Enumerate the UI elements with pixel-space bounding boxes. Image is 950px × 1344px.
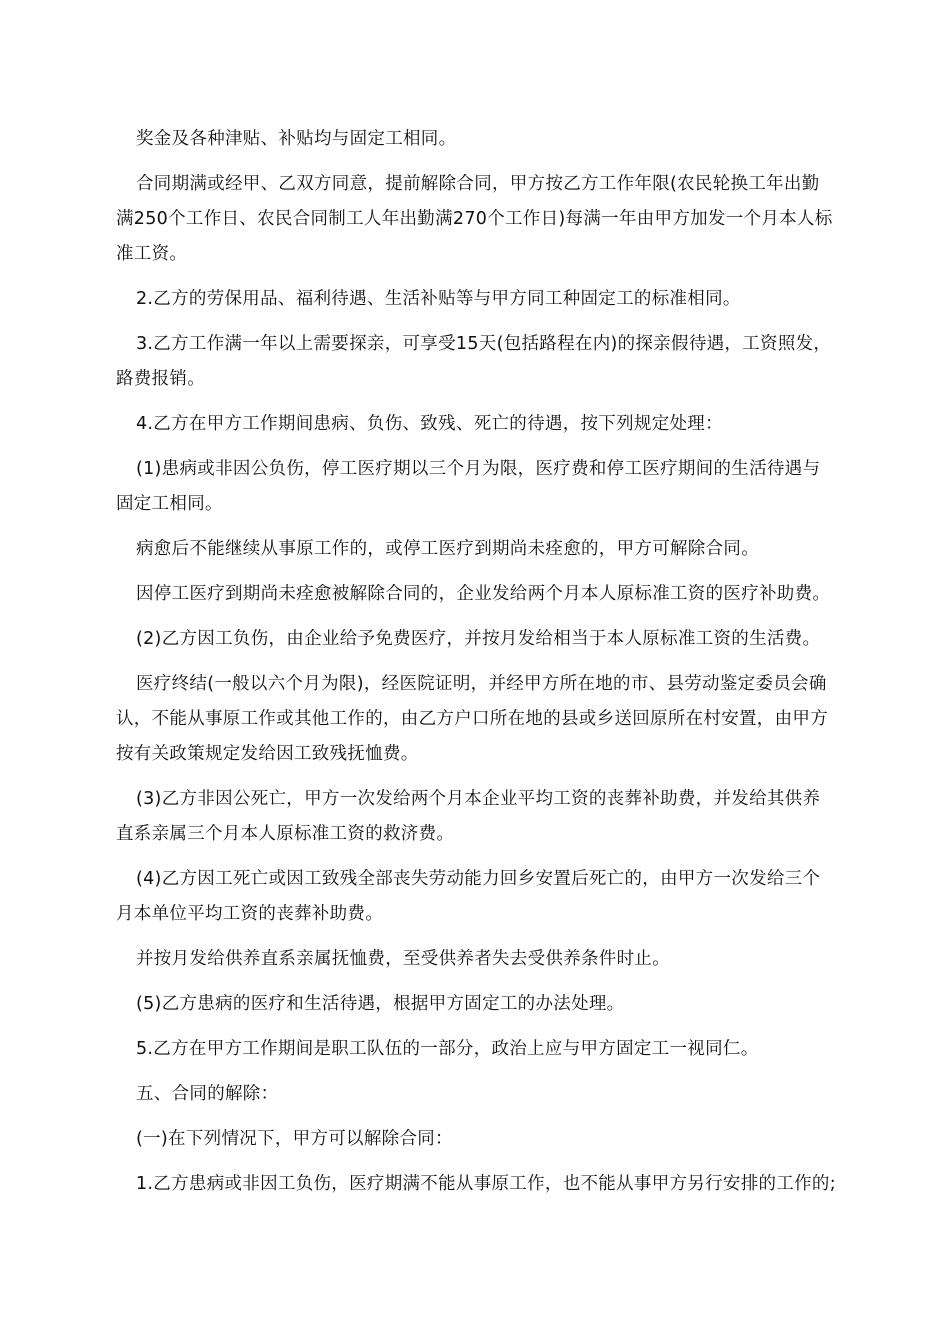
paragraph-subitem-2: (2)乙方因工负伤，由企业给予免费医疗，并按月发给相当于本人原标准工资的生活费。 [136, 629, 821, 649]
paragraph-subitem-3: (3)乙方非因公死亡，甲方一次发给两个月本企业平均工资的丧葬补助费，并发给其供养直系亲属三个月本人原标准工资的救济费。 [116, 789, 821, 844]
paragraph-termination-conditions: (一)在下列情况下，甲方可以解除合同： [136, 1129, 453, 1149]
paragraph-item-4: 4.乙方在甲方工作期间患病、负伤、致残、死亡的待遇，按下列规定处理： [136, 414, 723, 434]
paragraph-subitem-4: (4)乙方因工死亡或因工致残全部丧失劳动能力回乡安置后死亡的，由甲方一次发给三个月本单位平均工资的丧葬补助费。 [116, 869, 821, 924]
paragraph-contract-expiry: 合同期满或经甲、乙双方同意，提前解除合同，甲方按乙方工作年限(农民轮换工年出勤满250个工作日、农民合同制工人年出勤满270个工作日)每满一年由甲方加发一个月本人标准工资。 [116, 174, 833, 264]
paragraph-subitem-5: (5)乙方患病的医疗和生活待遇，根据甲方固定工的办法处理。 [136, 994, 625, 1014]
paragraph-pension: 并按月发给供养直系亲属抚恤费，至受供养者失去受供养条件时止。 [136, 949, 670, 969]
paragraph-medical-end: 医疗终结(一般以六个月为限)，经医院证明，并经甲方所在地的市、县劳动鉴定委员会确认，不能从事原工作或其他工作的，由乙方户口所在地的县或乡送回原所在村安置，由甲方按有关政策规定发给因工致残抚恤费。 [116, 674, 828, 764]
document-body [116, 122, 836, 1212]
section-heading-termination: 五、合同的解除： [136, 1084, 279, 1104]
paragraph-medical-subsidy: 因停工医疗到期尚未痊愈被解除合同的，企业发给两个月本人原标准工资的医疗补助费。 [136, 584, 831, 604]
paragraph-item-2: 2.乙方的劳保用品、福利待遇、生活补贴等与甲方同工种固定工的标准相同。 [136, 289, 741, 309]
paragraph-bonus: 奖金及各种津贴、补贴均与固定工相同。 [136, 129, 457, 149]
paragraph-subitem-1: (1)患病或非因公负伤，停工医疗期以三个月为限，医疗费和停工医疗期间的生活待遇与固定工相同。 [116, 459, 821, 514]
paragraph-item-5: 5.乙方在甲方工作期间是职工队伍的一部分，政治上应与甲方固定工一视同仁。 [136, 1039, 759, 1059]
paragraph-recovery: 病愈后不能继续从事原工作的，或停工医疗到期尚未痊愈的，甲方可解除合同。 [136, 539, 759, 559]
paragraph-item-3: 3.乙方工作满一年以上需要探亲，可享受15天(包括路程在内)的探亲假待遇，工资照发，路费报销。 [116, 334, 832, 389]
paragraph-termination-item-1: 1.乙方患病或非因工负伤，医疗期满不能从事原工作，也不能从事甲方另行安排的工作的; [136, 1174, 836, 1194]
